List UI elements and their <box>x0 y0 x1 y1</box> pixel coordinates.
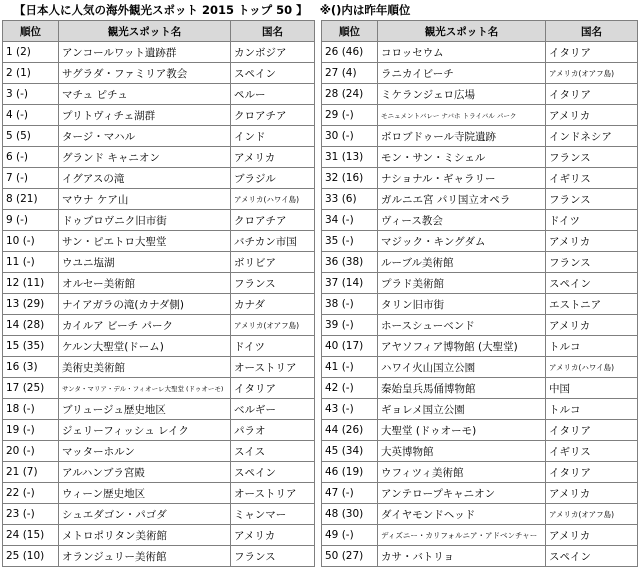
cell-rank: 22 (-) <box>3 483 59 504</box>
table-row <box>322 231 638 252</box>
cell-rank: 12 (11) <box>3 273 59 294</box>
cell-country: カンボジア <box>231 42 315 63</box>
table-row <box>322 42 638 63</box>
cell-spot: ナショナル・ギャラリー <box>378 168 546 189</box>
table-row <box>3 105 315 126</box>
table-row <box>322 294 638 315</box>
table-row <box>3 210 315 231</box>
table-row <box>322 105 638 126</box>
cell-spot: ボロブドゥール寺院遺跡 <box>378 126 546 147</box>
cell-spot: マチュ ピチュ <box>59 84 231 105</box>
cell-spot: ディズニー・カリフォルニア・アドベンチャー <box>378 525 546 546</box>
cell-rank: 6 (-) <box>3 147 59 168</box>
cell-rank: 24 (15) <box>3 525 59 546</box>
cell-country: アメリカ <box>546 525 638 546</box>
ranking-table-right <box>321 20 638 567</box>
cell-rank: 42 (-) <box>322 378 378 399</box>
cell-spot: ブリュージュ歴史地区 <box>59 399 231 420</box>
header-row <box>322 21 638 42</box>
table-row <box>3 504 315 525</box>
cell-rank: 37 (14) <box>322 273 378 294</box>
header-spot: 観光スポット名 <box>378 21 546 42</box>
cell-country: カナダ <box>231 294 315 315</box>
cell-rank: 50 (27) <box>322 546 378 567</box>
cell-country: インド <box>231 126 315 147</box>
cell-rank: 10 (-) <box>3 231 59 252</box>
table-row <box>3 63 315 84</box>
cell-country: アメリカ <box>546 231 638 252</box>
table-row <box>3 273 315 294</box>
cell-country: フランス <box>546 147 638 168</box>
cell-spot: アンコールワット遺跡群 <box>59 42 231 63</box>
cell-country: スペイン <box>231 63 315 84</box>
cell-country: イタリア <box>231 378 315 399</box>
cell-spot: マッターホルン <box>59 441 231 462</box>
cell-spot: サグラダ・ファミリア教会 <box>59 63 231 84</box>
table-row <box>322 441 638 462</box>
cell-rank: 38 (-) <box>322 294 378 315</box>
cell-country: クロアチア <box>231 210 315 231</box>
cell-spot: ドゥブロヴニク旧市街 <box>59 210 231 231</box>
cell-country: スペイン <box>231 462 315 483</box>
cell-rank: 2 (1) <box>3 63 59 84</box>
cell-rank: 45 (34) <box>322 441 378 462</box>
cell-rank: 26 (46) <box>322 42 378 63</box>
cell-spot: ホースシューベンド <box>378 315 546 336</box>
table-row <box>322 84 638 105</box>
cell-spot: ウユニ塩湖 <box>59 252 231 273</box>
cell-rank: 1 (2) <box>3 42 59 63</box>
cell-rank: 30 (-) <box>322 126 378 147</box>
cell-rank: 41 (-) <box>322 357 378 378</box>
table-row <box>322 525 638 546</box>
cell-rank: 9 (-) <box>3 210 59 231</box>
table-row <box>3 168 315 189</box>
cell-country: インドネシア <box>546 126 638 147</box>
cell-country: ドイツ <box>231 336 315 357</box>
cell-country: ベルギー <box>231 399 315 420</box>
cell-rank: 18 (-) <box>3 399 59 420</box>
cell-spot: ルーブル美術館 <box>378 252 546 273</box>
cell-country: エストニア <box>546 294 638 315</box>
table-row <box>3 357 315 378</box>
cell-country: イギリス <box>546 168 638 189</box>
table-row <box>322 210 638 231</box>
cell-rank: 47 (-) <box>322 483 378 504</box>
table-row <box>322 546 638 567</box>
cell-rank: 11 (-) <box>3 252 59 273</box>
cell-spot: カサ・バトリョ <box>378 546 546 567</box>
cell-country: トルコ <box>546 399 638 420</box>
cell-spot: ナイアガラの滝(カナダ側) <box>59 294 231 315</box>
title-main: 【日本人に人気の海外観光スポット 2015 トップ 50 】 <box>14 3 308 17</box>
cell-spot: ウィーン歴史地区 <box>59 483 231 504</box>
cell-rank: 15 (35) <box>3 336 59 357</box>
table-row <box>322 315 638 336</box>
page-title <box>0 0 640 20</box>
table-row <box>3 483 315 504</box>
cell-country: クロアチア <box>231 105 315 126</box>
cell-rank: 8 (21) <box>3 189 59 210</box>
cell-rank: 20 (-) <box>3 441 59 462</box>
cell-rank: 21 (7) <box>3 462 59 483</box>
table-row <box>3 399 315 420</box>
cell-spot: 美術史美術館 <box>59 357 231 378</box>
cell-rank: 31 (13) <box>322 147 378 168</box>
table-row <box>322 273 638 294</box>
cell-spot: タージ・マハル <box>59 126 231 147</box>
cell-spot: マジック・キングダム <box>378 231 546 252</box>
header-rank: 順位 <box>3 21 59 42</box>
table-row <box>3 126 315 147</box>
cell-spot: ウフィツィ美術館 <box>378 462 546 483</box>
cell-country: フランス <box>546 189 638 210</box>
cell-spot: アンテロープキャニオン <box>378 483 546 504</box>
cell-spot: ミケランジェロ広場 <box>378 84 546 105</box>
cell-spot: イグアスの滝 <box>59 168 231 189</box>
cell-country: バチカン市国 <box>231 231 315 252</box>
cell-rank: 23 (-) <box>3 504 59 525</box>
cell-spot: 大聖堂 (ドゥオーモ) <box>378 420 546 441</box>
cell-rank: 43 (-) <box>322 399 378 420</box>
cell-country: イタリア <box>546 420 638 441</box>
cell-country: アメリカ(ハワイ島) <box>231 189 315 210</box>
cell-country: ボリビア <box>231 252 315 273</box>
cell-spot: モン・サン・ミシェル <box>378 147 546 168</box>
cell-rank: 13 (29) <box>3 294 59 315</box>
cell-country: イタリア <box>546 42 638 63</box>
table-row <box>322 126 638 147</box>
cell-spot: タリン旧市街 <box>378 294 546 315</box>
cell-country: パラオ <box>231 420 315 441</box>
cell-country: イギリス <box>546 441 638 462</box>
table-row <box>322 336 638 357</box>
cell-rank: 48 (30) <box>322 504 378 525</box>
cell-country: アメリカ(オアフ島) <box>546 63 638 84</box>
cell-spot: 大英博物館 <box>378 441 546 462</box>
cell-country: オーストリア <box>231 357 315 378</box>
table-row <box>3 441 315 462</box>
cell-country: 中国 <box>546 378 638 399</box>
table-row <box>322 63 638 84</box>
tables-wrapper <box>0 20 640 567</box>
cell-country: スペイン <box>546 273 638 294</box>
cell-rank: 3 (-) <box>3 84 59 105</box>
table-row <box>322 189 638 210</box>
cell-rank: 49 (-) <box>322 525 378 546</box>
cell-rank: 40 (17) <box>322 336 378 357</box>
table-row <box>3 336 315 357</box>
cell-country: トルコ <box>546 336 638 357</box>
header-rank: 順位 <box>322 21 378 42</box>
table-row <box>3 42 315 63</box>
cell-spot: コロッセウム <box>378 42 546 63</box>
cell-rank: 4 (-) <box>3 105 59 126</box>
cell-rank: 35 (-) <box>322 231 378 252</box>
table-row <box>3 147 315 168</box>
cell-spot: ジェリーフィッシュ レイク <box>59 420 231 441</box>
cell-spot: プリトヴィチェ湖群 <box>59 105 231 126</box>
table-row <box>322 420 638 441</box>
cell-spot: ダイヤモンドヘッド <box>378 504 546 525</box>
cell-country: アメリカ <box>546 315 638 336</box>
cell-country: アメリカ(ハワイ島) <box>546 357 638 378</box>
ranking-body-left <box>3 42 315 567</box>
cell-country: フランス <box>546 252 638 273</box>
cell-spot: 秦始皇兵馬俑博物館 <box>378 378 546 399</box>
table-row <box>3 252 315 273</box>
cell-country: ドイツ <box>546 210 638 231</box>
table-row <box>322 147 638 168</box>
cell-spot: グランド キャニオン <box>59 147 231 168</box>
cell-spot: オランジュリー美術館 <box>59 546 231 567</box>
header-country: 国名 <box>231 21 315 42</box>
header-country: 国名 <box>546 21 638 42</box>
cell-spot: メトロポリタン美術館 <box>59 525 231 546</box>
table-row <box>322 462 638 483</box>
table-row <box>3 378 315 399</box>
ranking-body-right <box>322 42 638 567</box>
cell-spot: ラニカイビーチ <box>378 63 546 84</box>
cell-spot: オルセー美術館 <box>59 273 231 294</box>
table-row <box>3 525 315 546</box>
header-row <box>3 21 315 42</box>
table-row <box>322 168 638 189</box>
cell-rank: 19 (-) <box>3 420 59 441</box>
cell-rank: 29 (-) <box>322 105 378 126</box>
cell-rank: 32 (16) <box>322 168 378 189</box>
table-row <box>3 546 315 567</box>
cell-rank: 27 (4) <box>322 63 378 84</box>
table-row <box>322 357 638 378</box>
cell-rank: 7 (-) <box>3 168 59 189</box>
title-note: ※()内は昨年順位 <box>319 3 411 17</box>
cell-country: ブラジル <box>231 168 315 189</box>
cell-spot: ギョレメ国立公園 <box>378 399 546 420</box>
cell-spot: サン・ピエトロ大聖堂 <box>59 231 231 252</box>
cell-rank: 14 (28) <box>3 315 59 336</box>
cell-country: オーストリア <box>231 483 315 504</box>
table-row <box>3 462 315 483</box>
cell-rank: 17 (25) <box>3 378 59 399</box>
cell-rank: 46 (19) <box>322 462 378 483</box>
header-spot: 観光スポット名 <box>59 21 231 42</box>
table-row <box>3 231 315 252</box>
cell-spot: アルハンブラ宮殿 <box>59 462 231 483</box>
cell-spot: プラド美術館 <box>378 273 546 294</box>
table-row <box>322 252 638 273</box>
table-row <box>322 399 638 420</box>
cell-rank: 39 (-) <box>322 315 378 336</box>
cell-spot: マウナ ケア山 <box>59 189 231 210</box>
cell-country: アメリカ <box>231 525 315 546</box>
table-row <box>322 483 638 504</box>
cell-country: ミャンマー <box>231 504 315 525</box>
cell-country: アメリカ(オアフ島) <box>546 504 638 525</box>
cell-spot: アヤソフィア博物館 (大聖堂) <box>378 336 546 357</box>
cell-rank: 34 (-) <box>322 210 378 231</box>
cell-country: アメリカ <box>231 147 315 168</box>
cell-rank: 33 (6) <box>322 189 378 210</box>
cell-rank: 25 (10) <box>3 546 59 567</box>
ranking-table-left <box>2 20 315 567</box>
cell-country: フランス <box>231 546 315 567</box>
cell-spot: ケルン大聖堂(ドーム) <box>59 336 231 357</box>
cell-country: イタリア <box>546 462 638 483</box>
cell-country: アメリカ <box>546 105 638 126</box>
cell-rank: 5 (5) <box>3 126 59 147</box>
cell-spot: ガルニエ宮 パリ国立オペラ <box>378 189 546 210</box>
cell-rank: 16 (3) <box>3 357 59 378</box>
table-row <box>3 420 315 441</box>
table-row <box>3 189 315 210</box>
cell-spot: ヴィース教会 <box>378 210 546 231</box>
cell-country: スペイン <box>546 546 638 567</box>
cell-country: イタリア <box>546 84 638 105</box>
table-row <box>322 378 638 399</box>
cell-country: ペルー <box>231 84 315 105</box>
table-row <box>3 315 315 336</box>
cell-country: アメリカ(オアフ島) <box>231 315 315 336</box>
cell-rank: 28 (24) <box>322 84 378 105</box>
cell-rank: 36 (38) <box>322 252 378 273</box>
cell-spot: ハワイ火山国立公園 <box>378 357 546 378</box>
cell-spot: モニュメントバレー ナバホ トライバル パーク <box>378 105 546 126</box>
cell-spot: サンタ・マリア・デル・フィオーレ大聖堂 (ドゥオーモ) <box>59 378 231 399</box>
cell-country: アメリカ <box>546 483 638 504</box>
table-row <box>3 84 315 105</box>
table-row <box>322 504 638 525</box>
cell-country: フランス <box>231 273 315 294</box>
cell-spot: シュエダゴン・パゴダ <box>59 504 231 525</box>
cell-spot: カイルア ビーチ パーク <box>59 315 231 336</box>
cell-country: スイス <box>231 441 315 462</box>
table-row <box>3 294 315 315</box>
cell-rank: 44 (26) <box>322 420 378 441</box>
